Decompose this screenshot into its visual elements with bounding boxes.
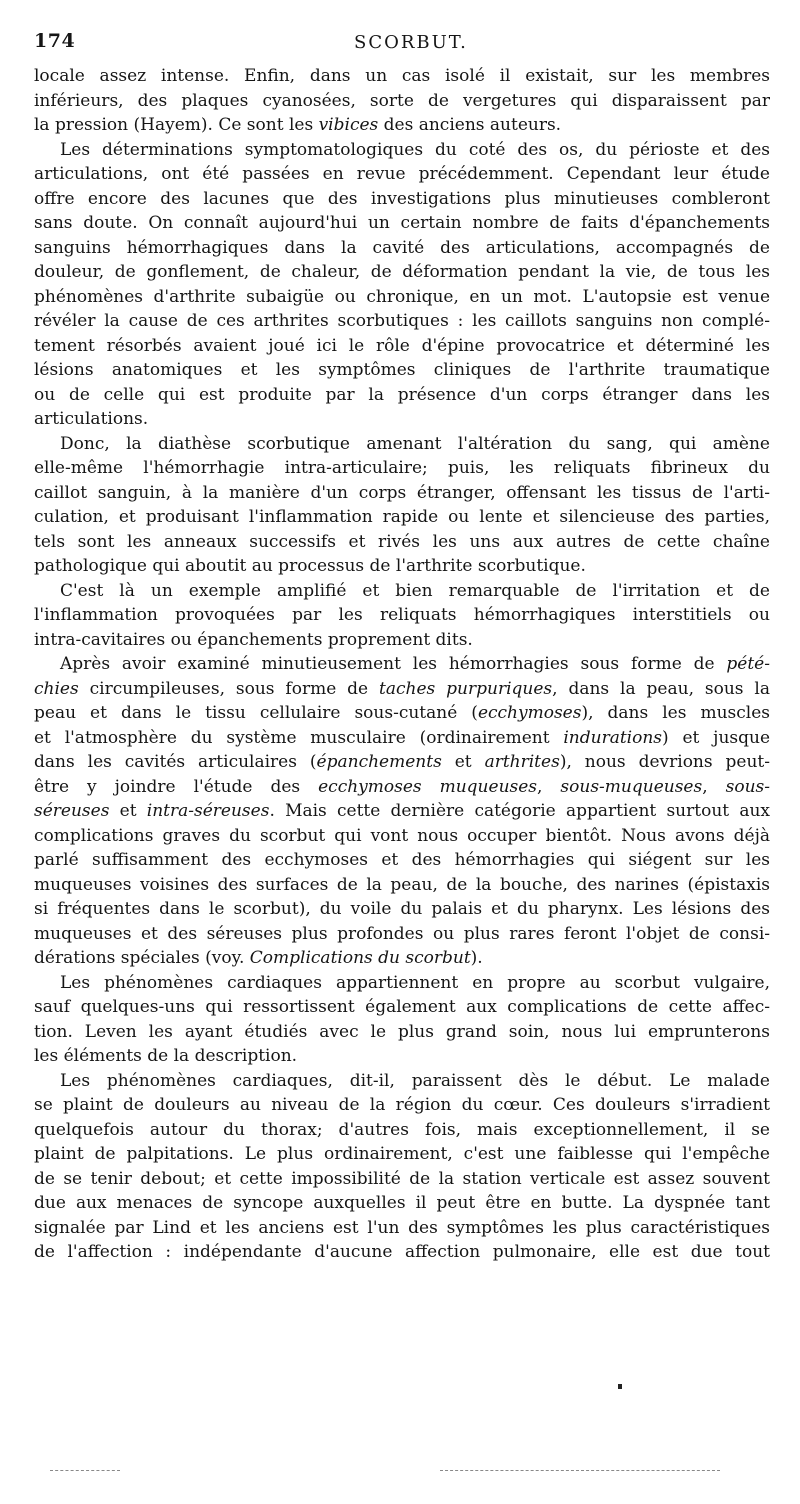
- text-line: culation, et produisant l'inflammation rapide ou lente et silencieuse des parties,: [34, 507, 770, 527]
- paragraph-start-line: Donc, la diathèse scorbutique amenant l'altération du sang, qui amène: [60, 433, 770, 454]
- paragraph-start-line: C'est là un exemple amplifié et bien remarquable de l'irritation et de: [60, 580, 770, 601]
- paragraph-start-line: Les déterminations symptomatologiques du coté des os, du périoste et des: [60, 139, 770, 160]
- text-line: ou de celle qui est produite par la présence d'un corps étranger dans les: [34, 384, 770, 405]
- page-number: 174: [34, 30, 76, 52]
- text-line: chies circumpileuses, sous forme de taches purpuriques, dans la peau, sous la: [34, 678, 770, 699]
- text-line: dérations spéciales (voy. Complications du scorbut).: [34, 948, 483, 968]
- text-line: caillot sanguin, à la manière d'un corps étranger, offensant les tissus de l'arti-: [34, 482, 770, 503]
- paragraph-start-line: Les phénomènes cardiaques appartiennent en propre au scorbut vulgaire,: [60, 972, 770, 993]
- paragraph-start-line: Les phénomènes cardiaques, dit-il, paraissent dès le début. Le malade: [60, 1070, 770, 1091]
- text-line: parlé suffisamment des ecchymoses et des hémorrhagies qui siégent sur les: [34, 850, 770, 870]
- text-line: tion. Leven les ayant étudiés avec le plus grand soin, nous lui emprunterons: [34, 1021, 770, 1042]
- text-line: sanguins hémorrhagiques dans la cavité des articulations, accompagnés de: [34, 237, 770, 258]
- text-line: les éléments de la description.: [34, 1046, 298, 1066]
- text-line: sans doute. On connaît aujourd'hui un certain nombre de faits d'épanchements: [34, 213, 770, 233]
- text-line: douleur, de gonflement, de chaleur, de déformation pendant la vie, de tous les: [34, 262, 770, 282]
- text-line: tement résorbés avaient joué ici le rôle d'épine provocatrice et déterminé les: [34, 335, 770, 356]
- text-line: signalée par Lind et les anciens est l'un des symptômes les plus caractéristiques: [34, 1217, 770, 1238]
- text-line: et l'atmosphère du système musculaire (ordinairement indurations) et jusque: [34, 727, 770, 748]
- text-line: articulations.: [34, 409, 149, 429]
- text-line: la pression (Hayem). Ce sont les vibices des anciens auteurs.: [34, 115, 562, 135]
- text-line: séreuses et intra-séreuses. Mais cette dernière catégorie appartient surtout aux: [34, 801, 770, 821]
- footer-rule: [440, 1470, 720, 1471]
- text-line: de se tenir debout; et cette impossibilité de la station verticale est assez souvent: [34, 1168, 770, 1189]
- text-line: plaint de palpitations. Le plus ordinairement, c'est une faiblesse qui l'empêche: [34, 1144, 770, 1164]
- text-line: tels sont les anneaux successifs et rivés les uns aux autres de cette chaîne: [34, 531, 770, 552]
- text-line: muqueuses et des séreuses plus profondes ou plus rares feront l'objet de consi-: [34, 923, 770, 944]
- text-line: muqueuses voisines des surfaces de la peau, de la bouche, des narines (épistaxis: [34, 874, 770, 895]
- ink-speck: [618, 1384, 622, 1389]
- text-line: pathologique qui aboutit au processus de l'arthrite scorbutique.: [34, 556, 586, 576]
- text-line: de l'affection : indépendante d'aucune affection pulmonaire, elle est due tout: [34, 1242, 770, 1262]
- text-line: l'inflammation provoquées par les reliquats hémorrhagiques interstitiels ou: [34, 605, 770, 625]
- text-line: inférieurs, des plaques cyanosées, sorte de vergetures qui disparaissent par: [34, 90, 770, 111]
- text-line: se plaint de douleurs au niveau de la région du cœur. Ces douleurs s'irradient: [34, 1095, 770, 1115]
- paragraph-start-line: Après avoir examiné minutieusement les hémorrhagies sous forme de pété-: [60, 654, 770, 674]
- text-line: offre encore des lacunes que des investigations plus minutieuses combleront: [34, 188, 770, 209]
- text-line: être y joindre l'étude des ecchymoses muqueuses, sous-muqueuses, sous-: [34, 776, 770, 797]
- text-line: peau et dans le tissu cellulaire sous-cutané (ecchymoses), dans les muscles: [34, 703, 770, 723]
- text-line: révéler la cause de ces arthrites scorbutiques : les caillots sanguins non complé-: [34, 311, 770, 331]
- text-line: dans les cavités articulaires (épanchements et arthrites), nous devrions peut-: [34, 752, 770, 772]
- text-line: elle-même l'hémorrhagie intra-articulaire; puis, les reliquats fibrineux du: [34, 458, 770, 478]
- text-line: si fréquentes dans le scorbut), du voile du palais et du pharynx. Les lésions des: [34, 899, 770, 919]
- running-head: [34, 30, 770, 58]
- text-line: due aux menaces de syncope auxquelles il peut être en butte. La dyspnée tant: [34, 1193, 770, 1213]
- text-line: sauf quelques-uns qui ressortissent également aux complications de cette affec-: [34, 997, 770, 1017]
- text-line: phénomènes d'arthrite subaigüe ou chronique, en un mot. L'autopsie est venue: [34, 286, 770, 307]
- text-line: intra-cavitaires ou épanchements proprement dits.: [34, 629, 473, 650]
- running-title: SCORBUT.: [354, 32, 468, 53]
- body-text: [34, 64, 770, 1265]
- text-line: locale assez intense. Enfin, dans un cas isolé il existait, sur les membres: [34, 66, 770, 86]
- text-line: articulations, ont été passées en revue précédemment. Cependant leur étude: [34, 164, 770, 184]
- text-line: complications graves du scorbut qui vont nous occuper bientôt. Nous avons déjà: [34, 825, 770, 846]
- text-line: quelquefois autour du thorax; d'autres fois, mais exceptionnellement, il se: [34, 1119, 770, 1140]
- footer-rule: [50, 1470, 120, 1471]
- text-line: lésions anatomiques et les symptômes cliniques de l'arthrite traumatique: [34, 360, 770, 380]
